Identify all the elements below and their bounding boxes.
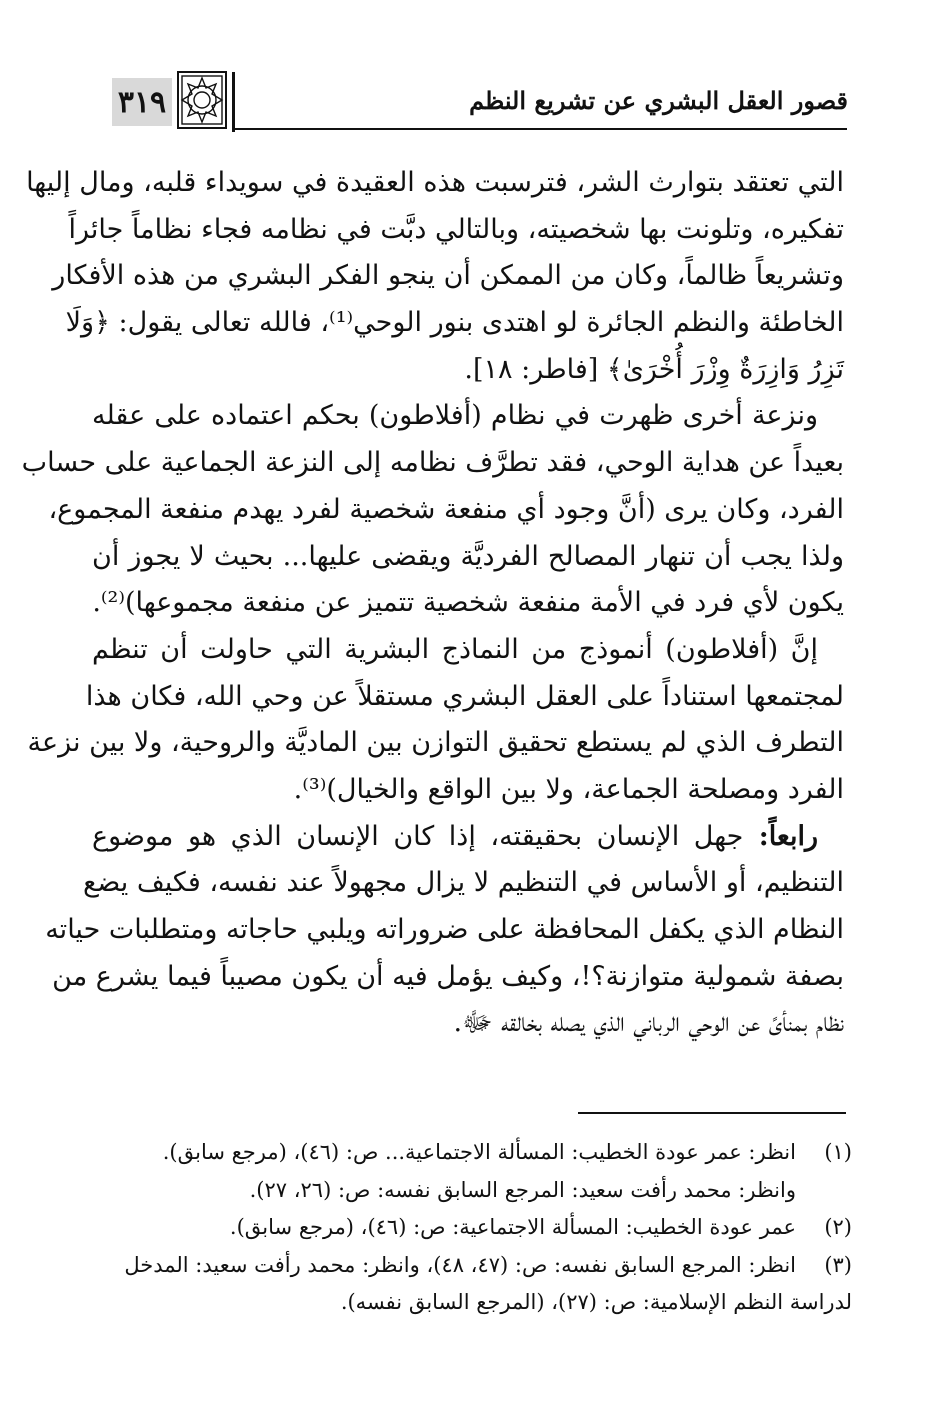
body-line: بعيداً عن هداية الوحي، فقد تطرَّف نظامه إلى النزعة الجماعية على حساب — [21, 447, 844, 479]
body-line-text: جهل الإنسان بحقيقته، إذا كان الإنسان الذي هو موضوع — [92, 820, 744, 852]
running-title: قصور العقل البشري عن تشريع النظم — [469, 86, 848, 115]
body-line-rabi — [92, 814, 844, 861]
body-line: الخاطئة والنظم الجائرة لو اهتدى بنور الوحي⁽¹⁾، فالله تعالى يقول: ﴿وَلَا — [65, 307, 844, 339]
footnote-text: عمر عودة الخطيب: المسألة الاجتماعية: ص: (٤٦)، (مرجع سابق). — [229, 1215, 796, 1239]
body-line: ولذا يجب أن تنهار المصالح الفرديَّة ويقضى عليها... بحيث لا يجوز أن — [92, 540, 844, 572]
footnote-number: (٣) — [824, 1252, 852, 1277]
footnote-text: انظر: عمر عودة الخطيب: المسألة الاجتماعية... ص: (٤٦)، (مرجع سابق). — [162, 1140, 796, 1164]
page-number-text: ٣١٩ — [117, 84, 167, 120]
footnotes — [84, 1134, 852, 1322]
footnote-3 — [84, 1247, 852, 1285]
body-line: تفكيره، وتلونت بها شخصيته، وبالتالي دبَّت في نظامه فجاء نظاماً جائراً — [68, 213, 844, 245]
footnote-1-continued: وانظر: محمد رأفت سعيد: المرجع السابق نفسه: ص: (٢٦، ٢٧). — [249, 1177, 796, 1202]
body-line: نظام بمنأىً عن الوحي الرباني الذي يصله بخالقه ﷻ. — [453, 1007, 844, 1039]
body-line: لمجتمعها استناداً على العقل البشري مستقلاً عن وحي الله، فكان هذا — [85, 680, 844, 712]
body-line: تَزِرُ وَازِرَةٌ وِزْرَ أُخْرَىٰ﴾ [فاطر: ١٨]. — [464, 353, 844, 385]
body-line: التي تعتقد بتوارث الشر، فترسبت هذه العقيدة في سويداء قلبه، ومال إليها — [26, 167, 844, 198]
body-line: وتشريعاً ظالماً، وكان من الممكن أن ينجو الفكر البشري من هذه الأفكار — [52, 260, 844, 292]
body-line: إنَّ (أفلاطون) أنموذج من النماذج البشرية التي حاولت أن تنظم — [92, 633, 818, 665]
body-line: التطرف الذي لم يستطع تحقيق التوازن بين الماديَّة والروحية، ولا بين نزعة — [27, 727, 844, 759]
header-divider — [232, 128, 847, 130]
ornament-icon — [176, 70, 228, 130]
body-line: يكون لأي فرد في الأمة منفعة شخصية تتميز عن منفعة مجموعها)⁽²⁾. — [92, 587, 844, 619]
body-line: بصفة شمولية متوازنة؟!، وكيف يؤمل فيه أن يكون مصيباً فيما يشرع من — [52, 960, 844, 992]
footnote-1 — [84, 1134, 852, 1172]
body-line: الفرد، وكان يرى (أنَّ وجود أي منفعة شخصية لفرد يهدم منفعة المجموع، — [48, 493, 844, 525]
section-label: رابعاً: — [743, 820, 818, 852]
body-line: النظام الذي يكفل المحافظة على ضروراته ويلبي حاجاته ومتطلبات حياته — [45, 914, 844, 945]
body-line: ونزعة أخرى ظهرت في نظام (أفلاطون) بحكم اعتماده على عقله — [92, 400, 818, 432]
body-line: الفرد ومصلحة الجماعة، ولا بين الواقع والخيال)⁽³⁾. — [293, 773, 844, 805]
footnote-3-continued: لدراسة النظم الإسلامية: ص: (٢٧)، (المرجع السابق نفسه). — [340, 1290, 852, 1314]
footnote-2 — [84, 1209, 852, 1247]
footnote-separator — [578, 1112, 846, 1114]
body-text — [21, 160, 844, 1047]
page-number — [112, 78, 172, 126]
footnote-number: (١) — [824, 1140, 852, 1164]
header-divider-vertical — [232, 72, 235, 132]
body-line: التنظيم، أو الأساس في التنظيم لا يزال مجهولاً عند نفسه، فكيف يضع — [82, 867, 844, 899]
footnote-number: (٢) — [824, 1215, 852, 1239]
footnote-text: انظر: المرجع السابق نفسه: ص: (٤٧، ٤٨)، وانظر: محمد رأفت سعيد: المدخل — [124, 1252, 796, 1277]
